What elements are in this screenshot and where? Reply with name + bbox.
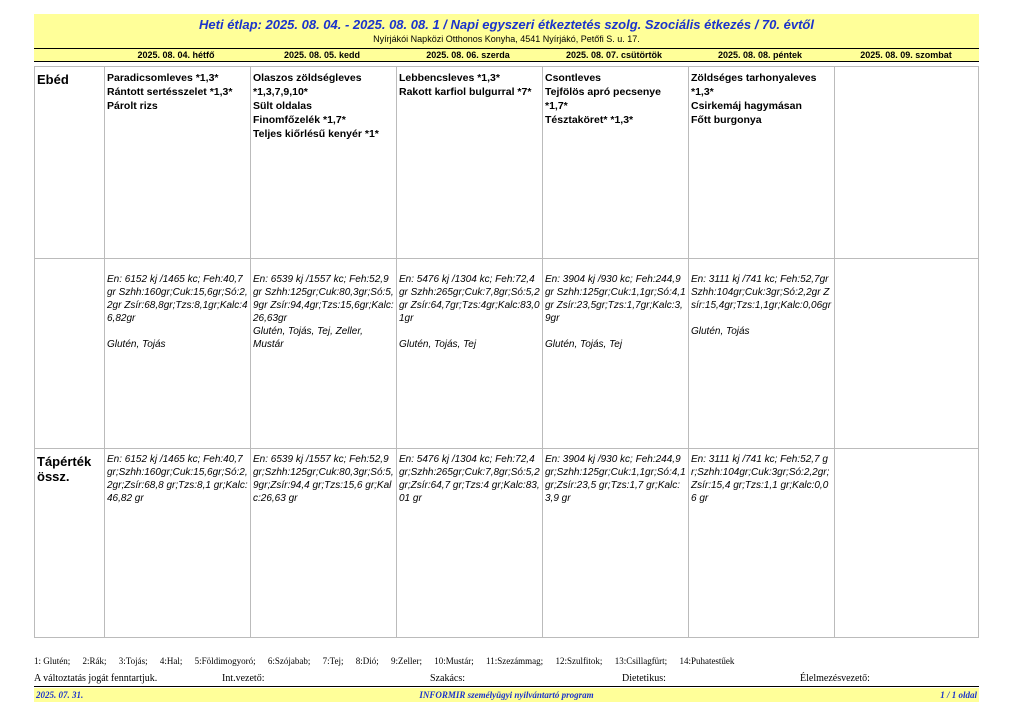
lunch-label: Ebéd — [37, 72, 69, 87]
totals-cell-monday — [104, 449, 250, 637]
lunch-cell-thursday — [542, 67, 688, 258]
day-header-wednesday: 2025. 08. 06. szerda — [426, 50, 510, 60]
footer-page: 1 / 1 oldal — [940, 690, 977, 700]
nutrition-values: En: 5476 kj /1304 kc; Feh:72,4gr Szhh:265gr;Cuk:7,8gr;Só:5,2gr Zsír:64,7gr;Tzs:4gr;Kalc:83,01gr — [399, 274, 540, 324]
rights-note: A változtatás jogát fenntartjuk. — [34, 673, 158, 684]
legend-item: 8:Dió; — [355, 656, 379, 666]
dish: Sült oldalas — [253, 100, 312, 112]
totals-cell-wednesday — [396, 449, 542, 637]
lunch-row — [35, 67, 978, 259]
day-header-monday: 2025. 08. 04. hétfő — [137, 50, 215, 60]
totals-label: Tápérték össz. — [37, 454, 92, 484]
nutrition-cell-friday — [688, 259, 834, 448]
nutrition-row — [35, 259, 978, 449]
totals-values: En: 3904 kj /930 kc; Feh:244,9 gr;Szhh:125gr;Cuk:1,1gr;Só:4,1gr;Zsír:23,5 gr;Tzs:1,7 gr;Kalc:3,9 gr — [545, 454, 686, 504]
dish: Paradicsomleves *1,3* — [107, 72, 219, 84]
menu-title: Heti étlap: 2025. 08. 04. - 2025. 08. 08. 1 / Napi egyszeri étkeztetés szolg. Szociális étkezés / 70. évtől — [199, 17, 814, 32]
legend-item: 13:Csillagfürt; — [614, 656, 668, 666]
signature-int-vezeto: Int.vezető: — [222, 673, 265, 684]
signature-elelmezesvezeto: Élelmezésvezető: — [800, 673, 870, 684]
nutrition-cell-thursday — [542, 259, 688, 448]
legend-item: 4:Hal; — [159, 656, 183, 666]
nutrition-values: En: 3904 kj /930 kc; Feh:244,9gr Szhh:125gr;Cuk:1,1gr;Só:4,1gr Zsír:23,5gr;Tzs:1,7gr;Kalc:3,9gr — [545, 274, 686, 324]
legend-item: 6:Szójabab; — [267, 656, 311, 666]
legend-item: 12:Szulfitok; — [555, 656, 603, 666]
totals-values: En: 5476 kj /1304 kc; Feh:72,4 gr;Szhh:265gr;Cuk:7,8gr;Só:5,2gr;Zsír:64,7 gr;Tzs:4 gr;Kalc:83,01 gr — [399, 454, 540, 504]
allergen-legend — [34, 656, 979, 666]
totals-cell-friday — [688, 449, 834, 637]
lunch-cell-tuesday — [250, 67, 396, 258]
nutrition-cell-monday — [104, 259, 250, 448]
menu-header — [34, 14, 979, 48]
dish: Rakott karfiol bulgurral *7* — [399, 86, 532, 98]
day-header-saturday: 2025. 08. 09. szombat — [860, 50, 952, 60]
dish: Tésztaköret* *1,3* — [545, 114, 634, 126]
dish: Tejfölös apró pecsenye *1,7* — [545, 86, 661, 112]
legend-item: 9:Zeller; — [391, 656, 423, 666]
dish: Csirkemáj hagymásan — [691, 100, 802, 112]
nutrition-label-empty — [35, 259, 104, 448]
legend-item: 11:Szezámmag; — [486, 656, 544, 666]
day-header-friday: 2025. 08. 08. péntek — [717, 50, 803, 60]
legend-item: 1: Glutén; — [34, 656, 71, 666]
lunch-cell-monday — [104, 67, 250, 258]
signature-dietetikus: Dietetikus: — [622, 673, 666, 684]
allergen-list: Glutén, Tojás — [691, 326, 750, 337]
day-header-row — [34, 48, 979, 62]
nutrition-cell-saturday — [834, 259, 980, 448]
dish: Lebbencsleves *1,3* — [399, 72, 500, 84]
allergen-list: Glutén, Tojás, Tej — [545, 339, 623, 350]
dish: Teljes kiőrlésű kenyér *1* — [253, 128, 379, 140]
legend-item: 10:Mustár; — [434, 656, 474, 666]
footer-date: 2025. 07. 31. — [36, 690, 84, 700]
dish: Zöldséges tarhonyaleves *1,3* — [691, 72, 817, 98]
nutrition-values: En: 3111 kj /741 kc; Feh:52,7gr Szhh:104gr;Cuk:3gr;Só:2,2gr Zsír:15,4gr;Tzs:1,1gr;Kalc:0,06gr — [691, 274, 832, 311]
day-header-spacer — [34, 49, 103, 61]
totals-values: En: 3111 kj /741 kc; Feh:52,7 gr;Szhh:104gr;Cuk:3gr;Só:2,2gr;Zsír:15,4 gr;Tzs:1,1 gr;Kalc:0,06 gr — [691, 454, 830, 504]
totals-values: En: 6539 kj /1557 kc; Feh:52,9 gr;Szhh:125gr;Cuk:80,3gr;Só:5,9gr;Zsír:94,4 gr;Tzs:15,6 gr;Kalc:26,63 gr — [253, 454, 394, 504]
allergen-list: Glutén, Tojás, Tej — [399, 339, 477, 350]
dish: Főtt burgonya — [691, 114, 762, 126]
totals-cell-tuesday — [250, 449, 396, 637]
nutrition-cell-wednesday — [396, 259, 542, 448]
dish: Párolt rizs — [107, 100, 158, 112]
nutrition-values: En: 6539 kj /1557 kc; Feh:52,9gr Szhh:125gr;Cuk:80,3gr;Só:5,9gr Zsír:94,4gr;Tzs:15,6gr;Kalc:26,63gr — [253, 274, 394, 324]
legend-item: 7:Tej; — [322, 656, 344, 666]
totals-cell-thursday — [542, 449, 688, 637]
lunch-cell-friday — [688, 67, 834, 258]
page-footer — [34, 688, 979, 702]
footer-program: INFORMIR személyügyi nyilvántartó program — [419, 690, 594, 700]
nutrition-values: En: 6152 kj /1465 kc; Feh:40,7gr Szhh:160gr;Cuk:15,6gr;Só:2,2gr Zsír:68,8gr;Tzs:8,1gr;Kalc:46,82gr — [107, 274, 248, 324]
nutrition-cell-tuesday — [250, 259, 396, 448]
day-header-tuesday: 2025. 08. 05. kedd — [283, 50, 361, 60]
allergen-list: Glutén, Tojás — [107, 339, 166, 350]
totals-values: En: 6152 kj /1465 kc; Feh:40,7 gr;Szhh:160gr;Cuk:15,6gr;Só:2,2gr;Zsír:68,8 gr;Tzs:8,1 gr;Kalc:46,82 gr — [107, 454, 248, 504]
lunch-cell-saturday — [834, 67, 980, 258]
signature-divider — [34, 686, 979, 687]
day-header-thursday: 2025. 08. 07. csütörtök — [565, 50, 663, 60]
legend-item: 3:Tojás; — [118, 656, 148, 666]
legend-item: 2:Rák; — [82, 656, 107, 666]
dish: Olaszos zöldségleves *1,3,7,9,10* — [253, 72, 362, 98]
menu-grid — [34, 66, 979, 638]
dish: Csontleves — [545, 72, 602, 84]
allergen-list: Glutén, Tojás, Tej, Zeller, Mustár — [253, 326, 363, 350]
dish: Rántott sertésszelet *1,3* — [107, 86, 233, 98]
signature-szakacs: Szakács: — [430, 673, 465, 684]
legend-item: 5:Földimogyoró; — [194, 656, 256, 666]
totals-row — [35, 449, 978, 637]
kitchen-address: Nyírjákói Napközi Otthonos Konyha, 4541 Nyírjákó, Petőfi S. u. 17. — [373, 34, 640, 44]
dish: Finomfőzelék *1,7* — [253, 114, 346, 126]
lunch-cell-wednesday — [396, 67, 542, 258]
totals-cell-saturday — [834, 449, 980, 637]
legend-item: 14:Puhatestűek — [679, 656, 735, 666]
